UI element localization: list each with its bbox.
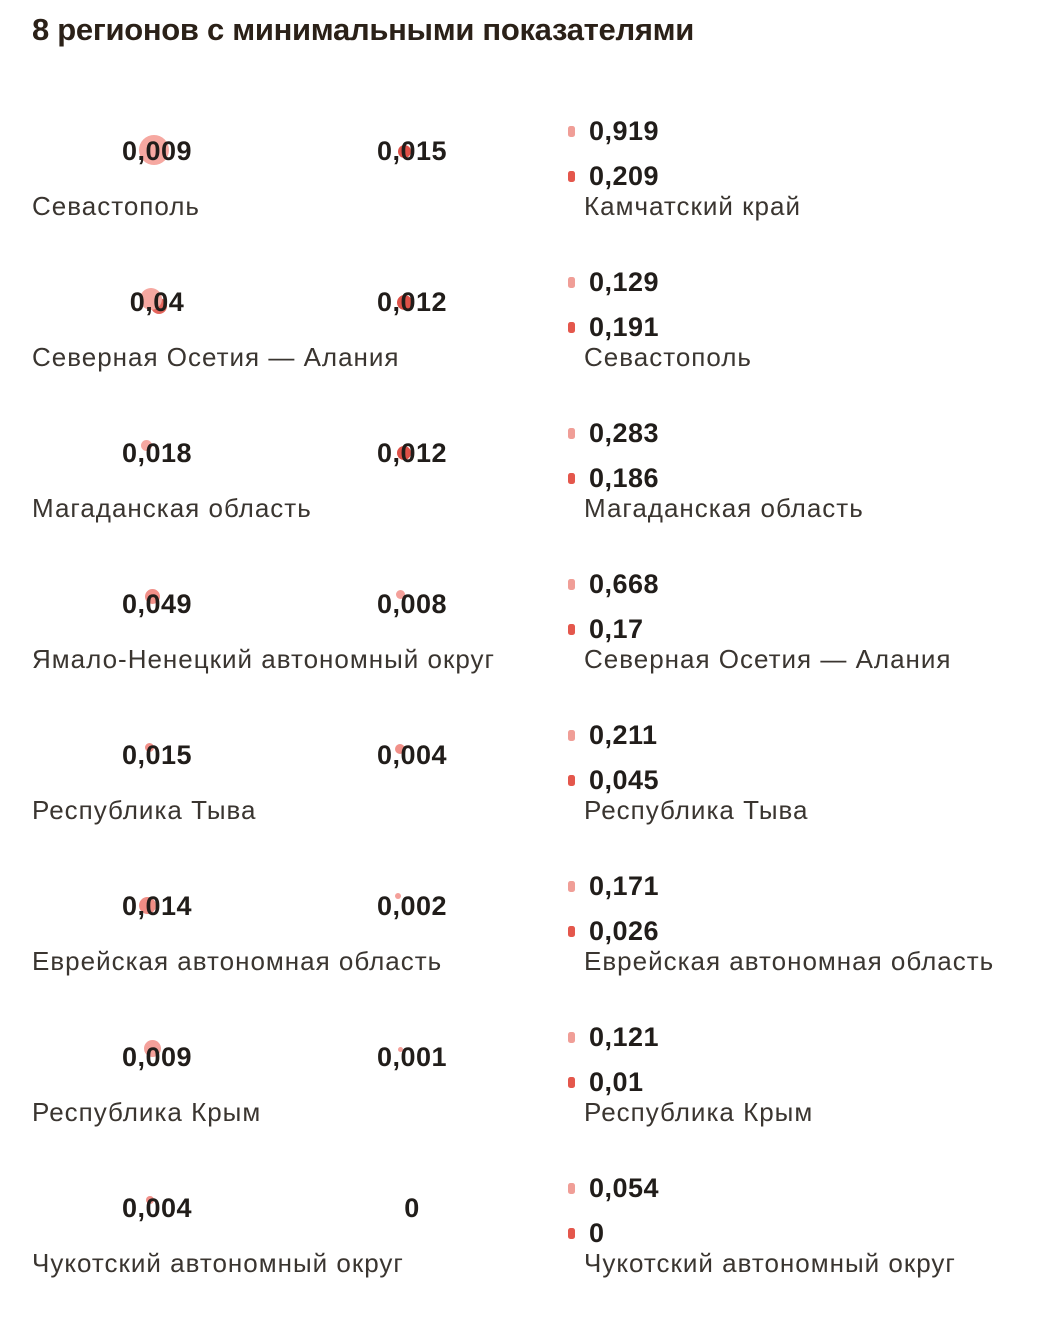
right-panel-value-row-2 (568, 614, 644, 645)
right-panel-region-label: Камчатский край (584, 191, 801, 221)
value-bullet-icon (568, 775, 575, 786)
right-panel-region-label: Севастополь (584, 342, 752, 372)
left-panel-value-1: 0,018 (121, 438, 193, 468)
right-panel-value-row-2 (568, 765, 659, 796)
right-panel-value-row-1 (568, 116, 659, 147)
left-panel-value-1: 0,004 (121, 1193, 193, 1223)
right-panel-value-2: 0,186 (589, 463, 660, 493)
right-panel-region-label: Северная Осетия — Алания (584, 644, 952, 674)
region-row (0, 1167, 1054, 1318)
right-panel-value-row-2 (568, 916, 659, 947)
left-panel-value-1: 0,04 (129, 287, 185, 317)
right-panel-value-1: 0,121 (589, 1022, 660, 1052)
left-panel-value-2: 0,002 (376, 891, 448, 921)
value-bullet-icon (568, 473, 575, 484)
right-panel-value-row-1 (568, 720, 658, 751)
right-panel-value-1: 0,054 (589, 1173, 660, 1203)
right-panel-value-1: 0,919 (589, 116, 660, 146)
left-panel-value-1: 0,009 (121, 1042, 193, 1072)
value-bullet-icon (568, 1228, 575, 1239)
right-panel-region-label: Магаданская область (584, 493, 864, 523)
value-bullet-icon (568, 322, 575, 333)
right-panel-value-2: 0,17 (589, 614, 644, 644)
right-panel-value-1: 0,668 (589, 569, 660, 599)
value-bullet-icon (568, 1183, 575, 1194)
right-panel-value-row-1 (568, 1173, 659, 1204)
value-bullet-icon (568, 1032, 575, 1043)
value-bullet-icon (568, 428, 575, 439)
region-row (0, 1016, 1054, 1167)
region-row (0, 865, 1054, 1016)
value-bullet-icon (568, 126, 575, 137)
right-panel-value-row-1 (568, 871, 659, 902)
left-panel-value-2: 0,001 (376, 1042, 448, 1072)
region-row (0, 412, 1054, 563)
right-panel-value-1: 0,129 (589, 267, 660, 297)
right-panel-value-row-2 (568, 161, 659, 192)
right-panel-value-2: 0,026 (589, 916, 660, 946)
value-bullet-icon (568, 1077, 575, 1088)
left-panel-region-label: Северная Осетия — Алания (32, 342, 400, 372)
right-panel-value-row-2 (568, 1218, 605, 1249)
left-panel-value-1: 0,009 (121, 136, 193, 166)
region-row (0, 563, 1054, 714)
right-panel-value-2: 0 (589, 1218, 605, 1248)
value-bullet-icon (568, 171, 575, 182)
right-panel-value-1: 0,211 (589, 720, 658, 750)
region-row (0, 261, 1054, 412)
left-panel-value-2: 0 (404, 1193, 420, 1223)
right-panel-region-label: Еврейская автономная область (584, 946, 995, 976)
right-panel-value-2: 0,045 (589, 765, 660, 795)
left-panel-value-1: 0,015 (121, 740, 193, 770)
right-panel-value-2: 0,191 (589, 312, 660, 342)
right-panel-region-label: Республика Тыва (584, 795, 809, 825)
right-panel-value-1: 0,171 (589, 871, 660, 901)
right-panel-value-row-2 (568, 312, 659, 343)
left-panel-value-2: 0,012 (376, 287, 448, 317)
right-panel-value-2: 0,209 (589, 161, 660, 191)
right-panel-value-row-2 (568, 463, 659, 494)
left-panel-region-label: Республика Крым (32, 1097, 262, 1127)
left-panel-value-2: 0,015 (376, 136, 448, 166)
left-panel-value-2: 0,008 (376, 589, 448, 619)
left-panel-value-2: 0,012 (376, 438, 448, 468)
right-panel-region-label: Чукотский автономный округ (584, 1248, 956, 1278)
value-bullet-icon (568, 881, 575, 892)
value-bullet-icon (568, 730, 575, 741)
value-bullet-icon (568, 579, 575, 590)
left-panel-region-label: Еврейская автономная область (32, 946, 443, 976)
value-bullet-icon (568, 624, 575, 635)
right-panel-value-row-2 (568, 1067, 644, 1098)
right-panel-value-row-1 (568, 267, 659, 298)
left-panel-value-2: 0,004 (376, 740, 448, 770)
region-row (0, 110, 1054, 261)
left-panel-region-label: Чукотский автономный округ (32, 1248, 404, 1278)
left-panel-region-label: Севастополь (32, 191, 200, 221)
left-panel-region-label: Ямало-Ненецкий автономный округ (32, 644, 496, 674)
right-panel-value-row-1 (568, 569, 659, 600)
right-panel-region-label: Республика Крым (584, 1097, 814, 1127)
page-title: 8 регионов с минимальными показателями (32, 12, 695, 47)
left-panel-region-label: Магаданская область (32, 493, 312, 523)
left-panel-value-1: 0,014 (121, 891, 193, 921)
region-row (0, 714, 1054, 865)
right-panel-value-2: 0,01 (589, 1067, 644, 1097)
right-panel-value-row-1 (568, 1022, 659, 1053)
value-bullet-icon (568, 277, 575, 288)
left-panel-value-1: 0,049 (121, 589, 193, 619)
right-panel-value-1: 0,283 (589, 418, 660, 448)
left-panel-region-label: Республика Тыва (32, 795, 257, 825)
right-panel-value-row-1 (568, 418, 659, 449)
value-bullet-icon (568, 926, 575, 937)
